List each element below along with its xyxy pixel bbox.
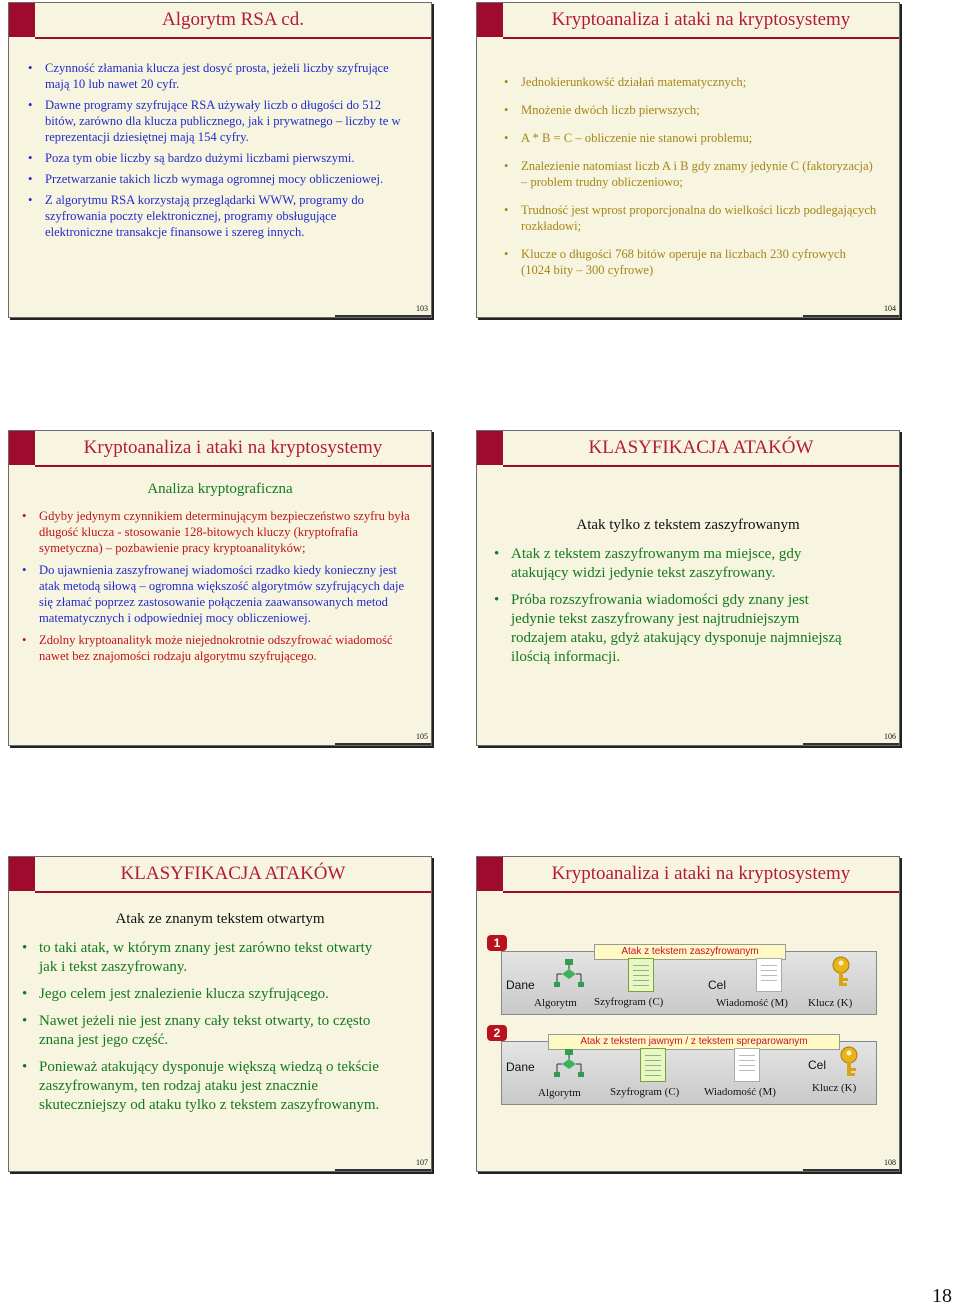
list-item: • Znalezienie natomiast liczb A i B gdy znamy jedynie C (faktoryzacja) – problem trudny obliczeniowo;	[504, 158, 873, 189]
slide-accent-bar	[9, 3, 35, 37]
list-item: • Do ujawnienia zaszyfrowanej wiadomości rzadko kiedy konieczny jest atak metodą siłową – ogromna większość algorytmów szyfrujących daje się złamać poprzez zastosowanie połączenia zaawansowanych metod matematycznych i odpowiedniej mocy obliczeniowej.	[22, 562, 405, 625]
slide-accent-bar	[477, 3, 503, 37]
slide-number-rule	[335, 743, 431, 745]
known-label: Dane	[506, 1060, 535, 1074]
title-divider	[35, 891, 431, 893]
list-item: • A * B = C – obliczenie nie stanowi problemu;	[504, 130, 753, 145]
list-item: • to taki atak, w którym znany jest zarówno tekst otwarty jak i tekst zaszyfrowany.	[22, 940, 373, 976]
panel-badge: 1	[487, 935, 507, 951]
slide-103	[8, 2, 432, 318]
item-label: Wiadomość (M)	[704, 1086, 776, 1098]
title-divider	[35, 465, 431, 467]
slide-number: 107	[416, 1158, 428, 1167]
title-divider	[503, 465, 899, 467]
known-label: Dane	[506, 978, 535, 992]
slide-number-rule	[335, 315, 431, 317]
slide-title: Kryptoanaliza i ataki na kryptosystemy	[83, 437, 383, 458]
slide-number: 103	[416, 304, 428, 313]
algorithm-icon	[554, 958, 584, 988]
algorithm-icon	[554, 1048, 584, 1078]
slide-107	[8, 856, 432, 1172]
item-label: Algorytm	[534, 997, 577, 1009]
message-icon	[756, 958, 782, 992]
slide-106	[476, 430, 900, 746]
list-item: • Trudność jest wprost proporcjonalna do wielkości liczb podlegających rozkładowi;	[504, 202, 877, 233]
slide-accent-bar	[9, 857, 35, 891]
slide-108	[476, 856, 900, 1172]
item-label: Szyfrogram (C)	[610, 1086, 680, 1098]
attack-diagram	[487, 927, 891, 1099]
list-item: • Atak z tekstem zaszyfrowanym ma miejsce, gdy atakujący widzi jedynie tekst zaszyfrowany.	[494, 546, 802, 582]
panel-header: Atak z tekstem jawnym / z tekstem spreparowanym	[548, 1034, 840, 1050]
item-label: Szyfrogram (C)	[594, 996, 664, 1008]
list-item: • Klucze o długości 768 bitów operuje na liczbach 230 cyfrowych (1024 bity – 300 cyfrowe)	[504, 246, 846, 277]
unknown-label: Cel	[708, 978, 727, 992]
bullet-list	[491, 545, 855, 667]
list-item: • Ponieważ atakujący dysponuje większą wiedzą o tekście zaszyfrowanym, ten rodzaj ataku jest znacznie skuteczniejszy od ataku tylko z tekstem zaszyfrowanym.	[22, 1059, 380, 1114]
diagram-panel-1	[501, 946, 877, 1015]
slide-subtitle: Atak tylko z tekstem zaszyfrowanym	[576, 517, 800, 533]
panel-badge: 2	[487, 1025, 507, 1041]
slide-title: KLASYFIKACJA ATAKÓW	[120, 863, 346, 884]
item-label: Wiadomość (M)	[716, 997, 788, 1009]
list-item: • Dawne programy szyfrujące RSA używały liczb o długości do 512 bitów, zarówno dla klucza publicznego, jak i prywatnego – liczby te w reprezentacji dziesiętnej mają 154 cyfry.	[28, 97, 401, 144]
slide-number-rule	[335, 1169, 431, 1171]
title-divider	[503, 891, 899, 893]
item-label: Klucz (K)	[808, 997, 853, 1009]
list-item: • Jednokierunkowść działań matematycznych;	[504, 75, 747, 89]
list-item: • Zdolny kryptoanalityk może niejednokrotnie odszyfrować wiadomość nawet bez znajomości rodzaju algorytmu szyfrującego.	[22, 632, 393, 663]
slide-number-rule	[803, 743, 899, 745]
list-item: • Gdyby jedynym czynnikiem determinującym bezpieczeństwo szyfru była długość klucza - stosowanie 128-bitowych kluczy (kryptofrafia symetyczna) – pozbawienie pracy kryptoanalityków;	[22, 509, 410, 555]
item-label: Algorytm	[538, 1087, 581, 1099]
key-icon	[828, 956, 854, 988]
slide-title: Algorytm RSA cd.	[162, 9, 304, 30]
slide-number: 105	[416, 732, 428, 741]
ciphertext-icon	[628, 958, 654, 992]
item-label: Klucz (K)	[812, 1082, 857, 1094]
bullet-list	[501, 75, 877, 279]
slide-accent-bar	[9, 431, 35, 465]
unknown-label: Cel	[808, 1058, 827, 1072]
list-item: • Przetwarzanie takich liczb wymaga ogromnej mocy obliczeniowej.	[28, 171, 384, 186]
slide-title: Kryptoanaliza i ataki na kryptosystemy	[551, 9, 851, 30]
slide-accent-bar	[477, 857, 503, 891]
slide-number-rule	[803, 315, 899, 317]
list-item: • Mnożenie dwóch liczb pierwszych;	[504, 102, 700, 117]
slide-subtitle: Analiza kryptograficzna	[147, 481, 293, 497]
slide-number: 108	[884, 1158, 896, 1167]
message-icon	[734, 1048, 760, 1082]
list-item: • Czynność złamania klucza jest dosyć prosta, jeżeli liczby szyfrujące mają 10 lub nawet 20 cyfr.	[28, 61, 389, 91]
slide-number: 106	[884, 732, 896, 741]
list-item: • Próba rozszyfrowania wiadomości gdy znany jest jedynie tekst zaszyfrowany jest najtrudniejszym rodzajem ataku, gdyż atakujący dysponuje najmniejszą ilością informacji.	[494, 592, 842, 666]
list-item: • Nawet jeżeli nie jest znany cały tekst otwarty, to często znana jest jego część.	[22, 1013, 371, 1049]
bullet-list	[19, 939, 387, 1115]
title-divider	[503, 37, 899, 39]
key-icon	[836, 1046, 862, 1078]
slide-number-rule	[803, 1169, 899, 1171]
list-item: • Poza tym obie liczby są bardzo dużymi liczbami pierwszymi.	[28, 150, 355, 165]
bullet-list	[19, 509, 413, 665]
slide-accent-bar	[477, 431, 503, 465]
title-divider	[35, 37, 431, 39]
page-number: 18	[932, 1285, 952, 1307]
slide-title: KLASYFIKACJA ATAKÓW	[588, 437, 814, 458]
slide-105	[8, 430, 432, 746]
slide-number: 104	[884, 304, 896, 313]
ciphertext-icon	[640, 1048, 666, 1082]
slide-title: Kryptoanaliza i ataki na kryptosystemy	[551, 863, 851, 884]
slide-subtitle: Atak ze znanym tekstem otwartym	[115, 911, 325, 927]
bullet-list	[25, 61, 403, 241]
diagram-panel-2	[501, 1036, 877, 1105]
list-item: • Jego celem jest znalezienie klucza szyfrującego.	[22, 986, 329, 1003]
slide-104	[476, 2, 900, 318]
panel-header: Atak z tekstem zaszyfrowanym	[594, 944, 786, 960]
list-item: • Z algorytmu RSA korzystają przeglądarki WWW, programy do szyfrowania poczty elektronicznej, programy obsługujące elektroniczne transakcje finansowe i szereg innych.	[28, 192, 364, 239]
